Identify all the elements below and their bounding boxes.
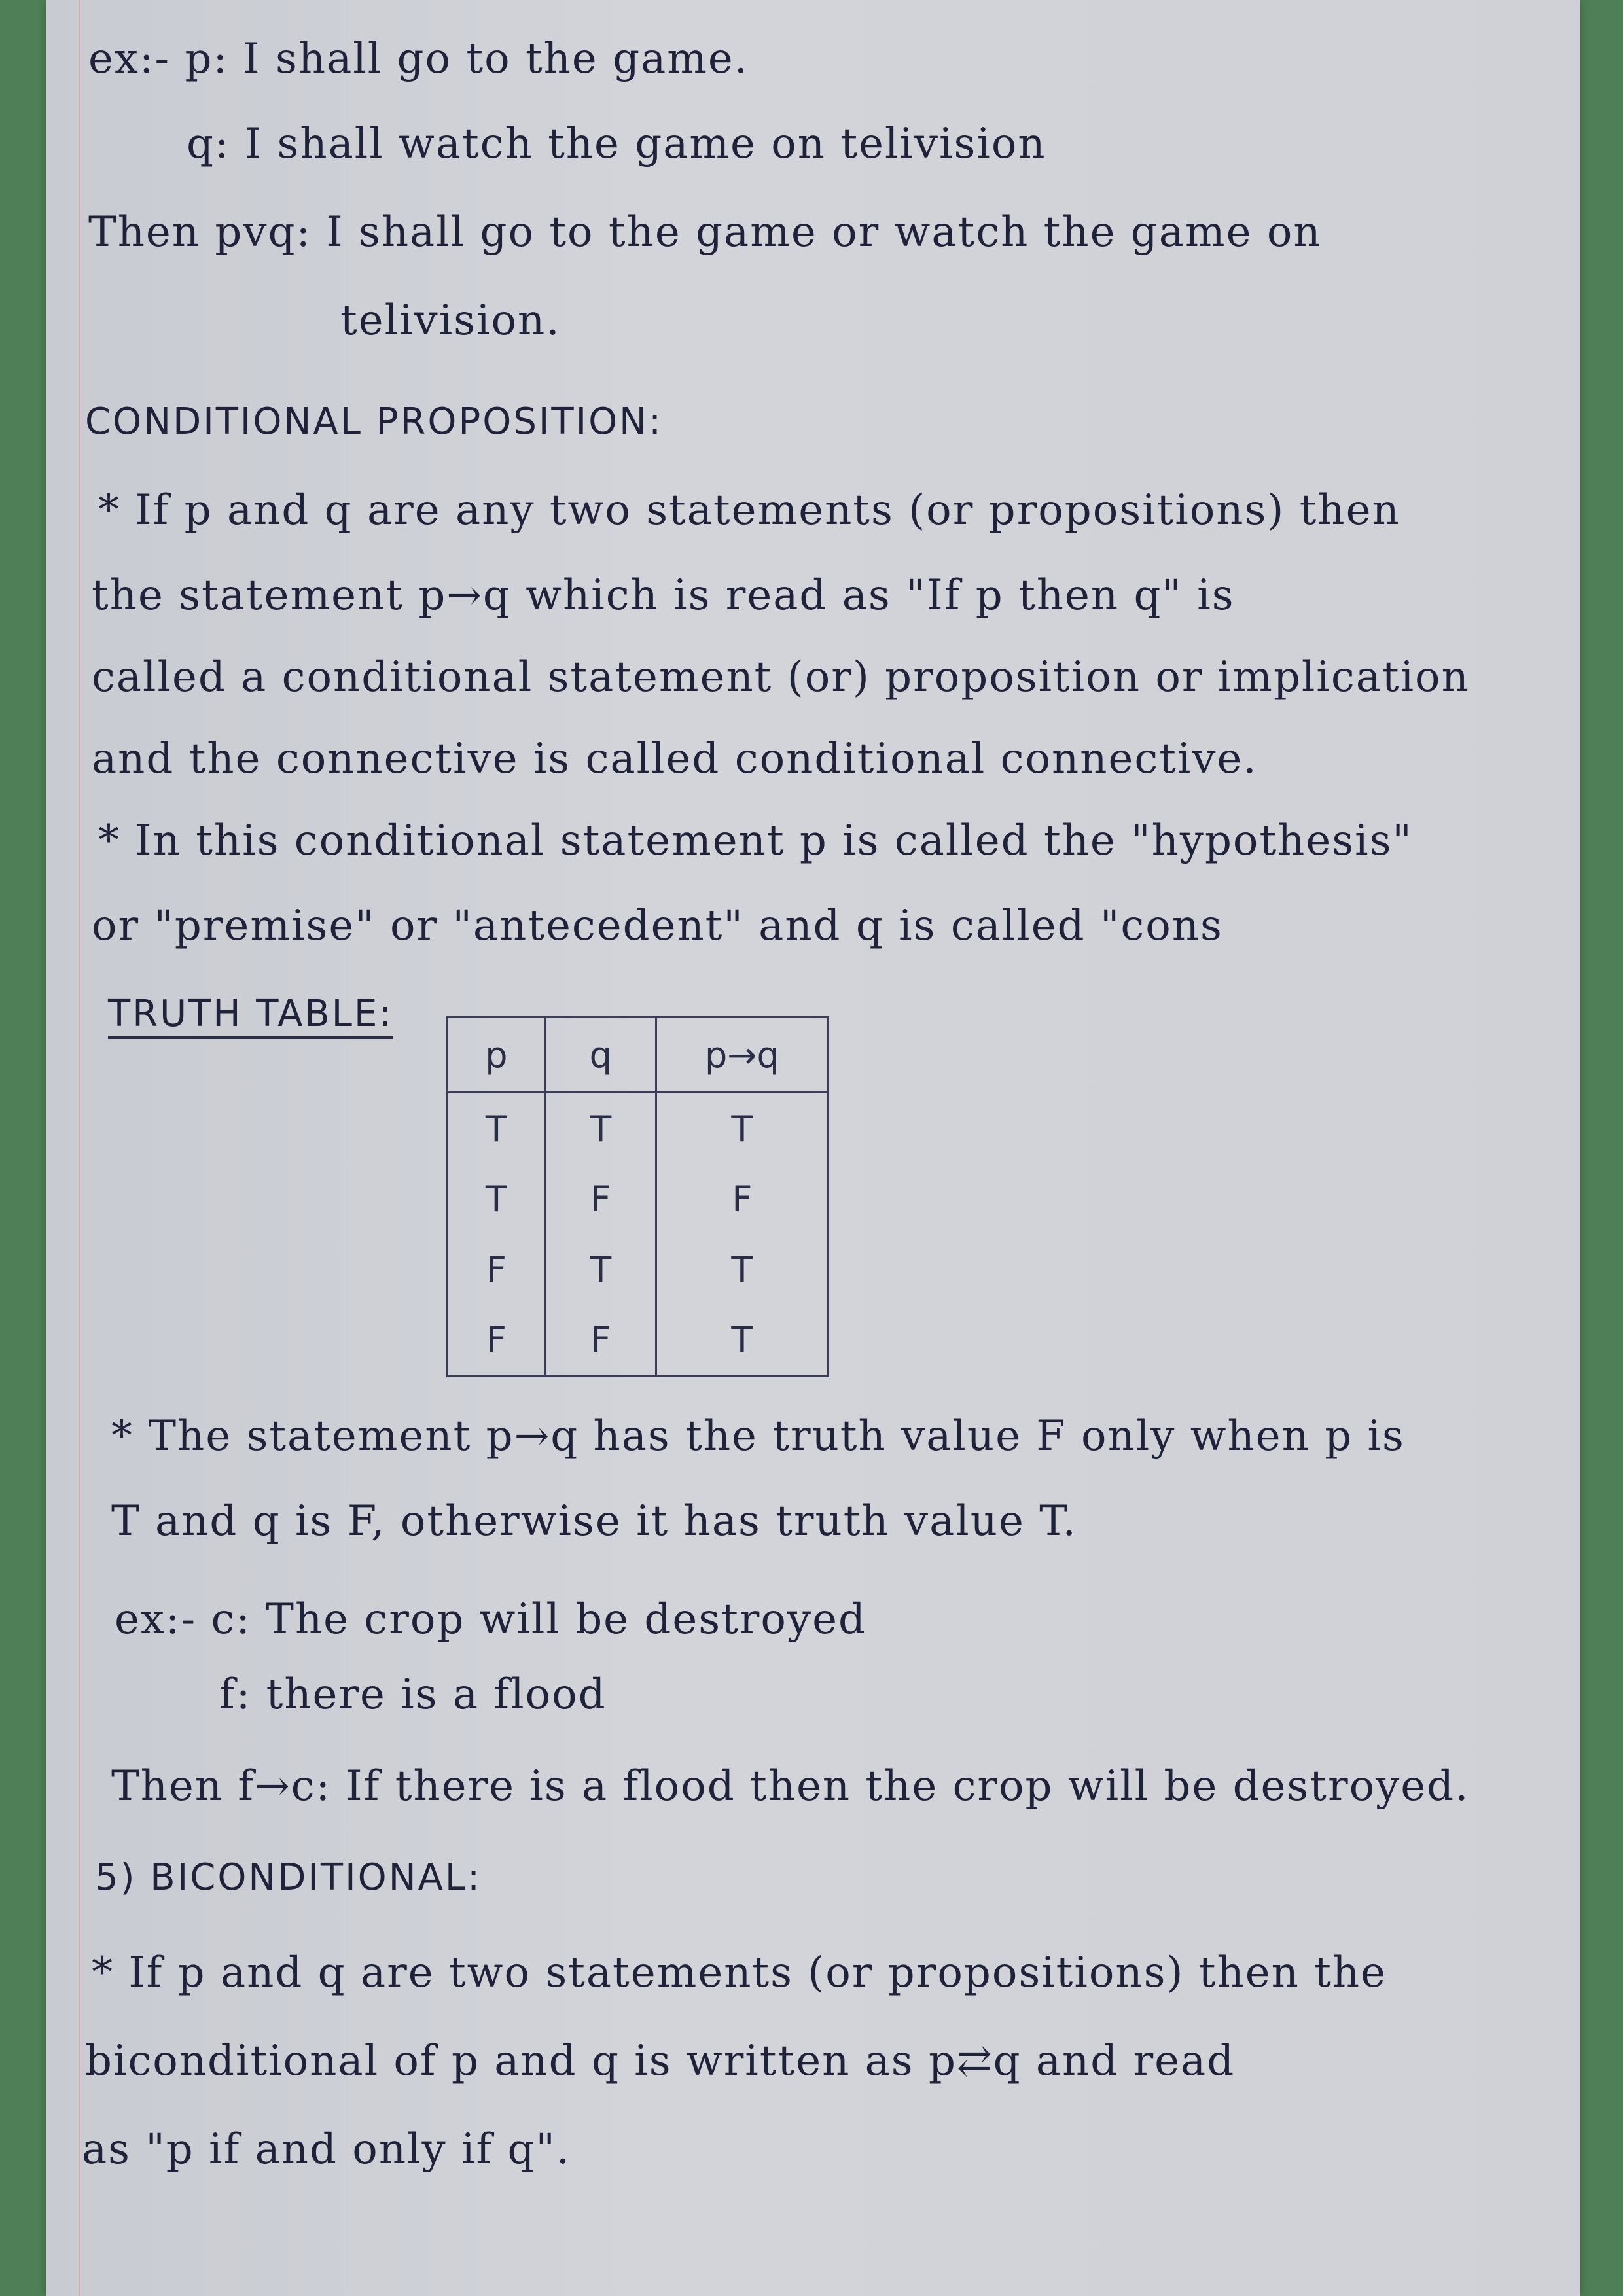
biconditional-heading: 5) BICONDITIONAL: [95,1856,482,1899]
table-cell: F [448,1305,546,1377]
example-2-c: ex:- c: The crop will be destroyed [115,1595,866,1644]
truth-table-header-row [448,1017,829,1093]
table-cell: T [545,1234,656,1304]
table-cell: T [656,1093,828,1165]
table-row [448,1305,829,1377]
table-cell: F [545,1164,656,1234]
conditional-para1-line2: the statement p→q which is read as "If p then q" is [92,571,1235,620]
example-1-q: q: I shall watch the game on telivision [187,120,1046,168]
example-2-then: Then f→c: If there is a flood then the crop will be destroyed. [111,1762,1470,1810]
notebook-page [46,0,1580,2296]
conditional-para1-line4: and the connective is called conditional connective. [92,735,1258,783]
conditional-para1-line1: * If p and q are any two statements (or propositions) then [98,486,1400,535]
truth-value-note-line2: T and q is F, otherwise it has truth value T. [111,1497,1077,1545]
table-cell: T [656,1234,828,1304]
margin-line [79,0,80,2296]
example-1-then-line2: telivision. [340,296,561,345]
table-cell: T [545,1093,656,1165]
table-cell: T [448,1093,546,1165]
biconditional-para-line3: as "p if and only if q". [82,2125,571,2174]
table-row [448,1234,829,1304]
example-1-then-line1: Then pvq: I shall go to the game or watch the game on [88,208,1322,256]
biconditional-para-line1: * If p and q are two statements (or propositions) then the [92,1949,1387,1997]
example-1-p: ex:- p: I shall go to the game. [88,35,749,83]
conditional-para2-line1: * In this conditional statement p is called the "hypothesis" [98,817,1413,865]
conditional-para2-line2: or "premise" or "antecedent" and q is called "cons [92,902,1223,950]
truth-value-note-line1: * The statement p→q has the truth value F only when p is [111,1412,1405,1460]
header-p: p [448,1017,546,1093]
conditional-para1-line3: called a conditional statement (or) proposition or implication [92,653,1470,701]
table-cell: F [448,1234,546,1304]
conditional-heading: CONDITIONAL PROPOSITION: [85,400,663,443]
header-q: q [545,1017,656,1093]
biconditional-para-line2: biconditional of p and q is written as p⇄q and read [85,2037,1236,2085]
table-cell: T [656,1305,828,1377]
table-row [448,1164,829,1234]
truth-table [446,1016,829,1377]
table-cell: T [448,1164,546,1234]
example-2-f: f: there is a flood [219,1670,607,1719]
table-cell: F [545,1305,656,1377]
table-cell: F [656,1164,828,1234]
header-p-implies-q: p→q [656,1017,828,1093]
truth-table-label: TRUTH TABLE: [108,988,393,1040]
table-row [448,1093,829,1165]
